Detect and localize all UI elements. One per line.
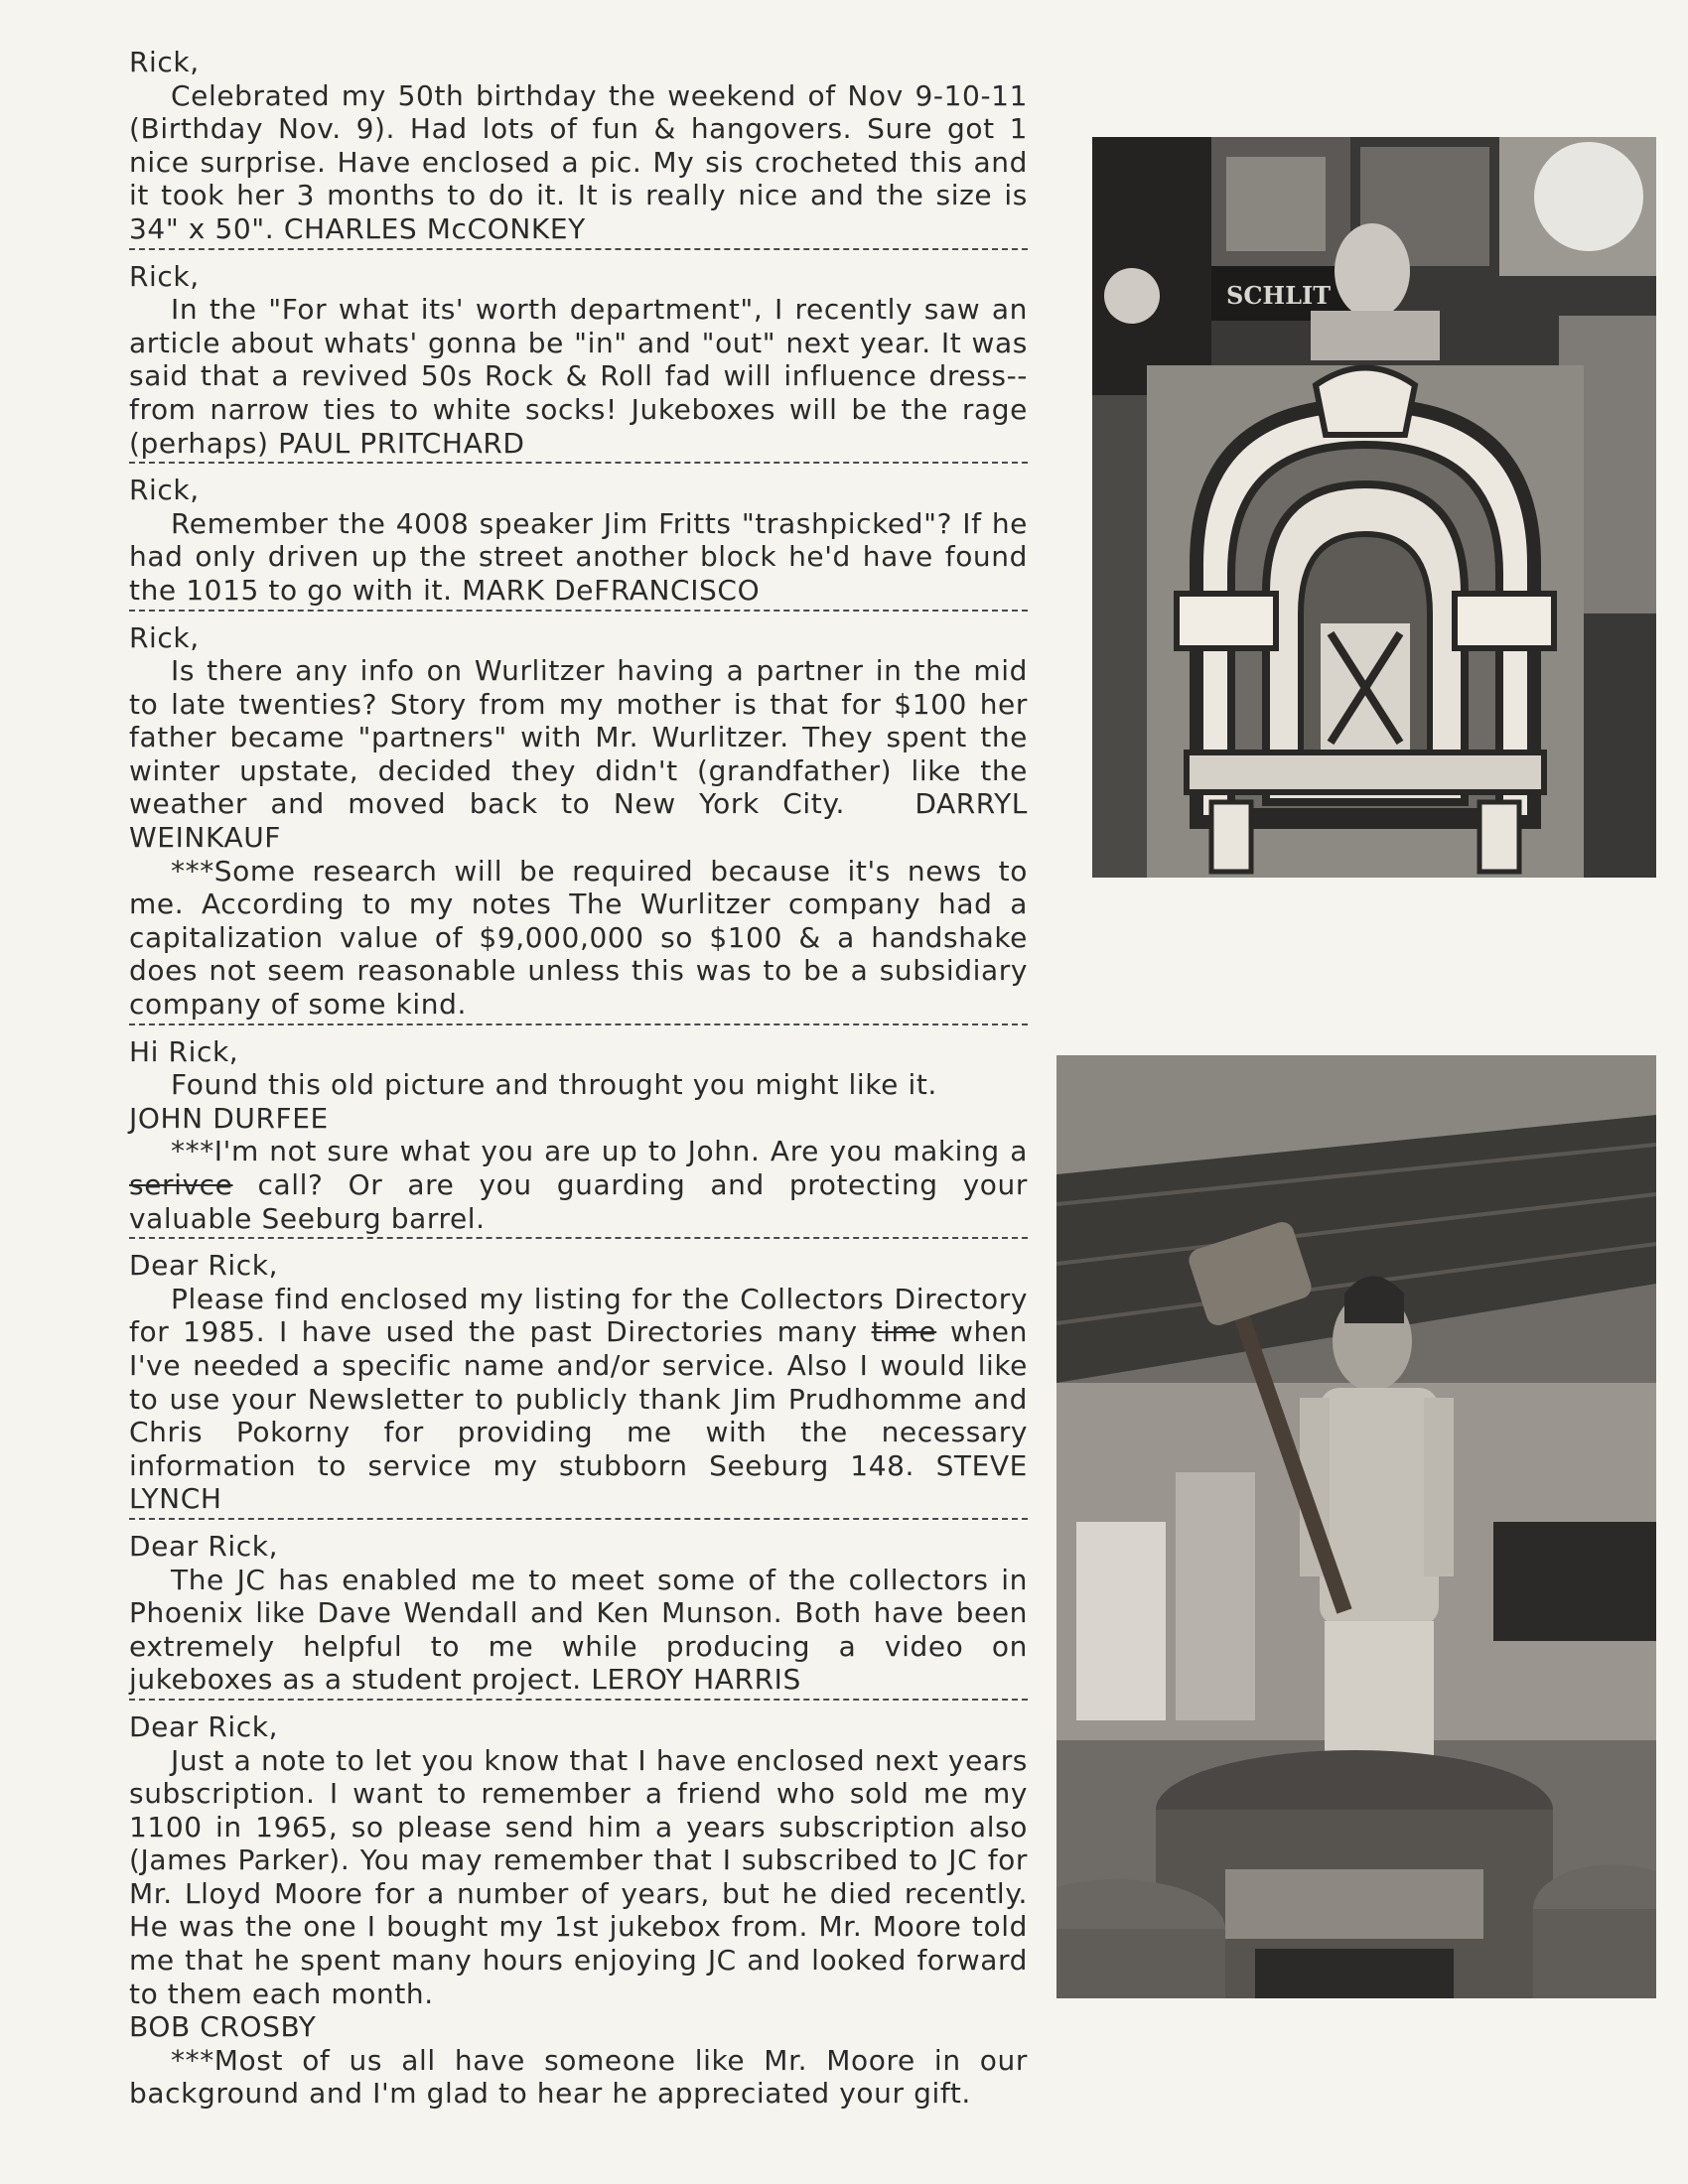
letter-crosby — [129, 1710, 1028, 2111]
letter-signature: STEVE LYNCH — [129, 1448, 1028, 1516]
letter-salutation: Hi Rick, — [129, 1034, 239, 1068]
letter-harris — [129, 1530, 1028, 1701]
letter-body: Celebrated my 50th birthday the weekend of Nov 9-10-11 (Birthday Nov. 9). Had lots of fun & hangovers. Sure got 1 nice surprise. Have enclosed a pic. My sis crocheted this and it took her 3 months to do it. It is really nice and the size is 34" x 50". CHARLES McCONKEY — [129, 78, 1028, 245]
letter-body: Just a note to let you know that I have enclosed next years subscription. I want to remember a friend who sold me my 1100 in 1965, so please send him a years subscription also (James Parker). You may remember that I subscribed to JC for Mr. Lloyd Moore for a number of years, but he died recently. He was the one I bought my 1st jukebox from. Mr. Moore told me that he spent many hours enjoying JC and looked forward to them each month. — [129, 1743, 1028, 2010]
letter-divider — [129, 462, 1028, 464]
struck-word: serivce — [129, 1168, 233, 1201]
photo-man-with-mallet-image — [1056, 1055, 1656, 1998]
letter-pritchard — [129, 260, 1028, 465]
photo-crocheted-jukebox — [1092, 137, 1656, 878]
letter-divider — [129, 248, 1028, 250]
letter-signature: JOHN DURFEE — [129, 1101, 329, 1135]
letter-body: The JC has enabled me to meet some of the collectors in Phoenix like Dave Wendall and Ken Munson. Both have been extremely helpful to me while producing a video on jukeboxes as a student project. LEROY HARRIS — [129, 1563, 1028, 1697]
letter-signature: BOB CROSBY — [129, 2010, 317, 2044]
photo-crocheted-jukebox-image — [1092, 137, 1656, 878]
letter-weinkauf — [129, 621, 1028, 1025]
editor-reply: ***I'm not sure what you are up to John. Are you making a serivce call? Or are you guarding and protecting your valuable Seeburg barrel. — [129, 1135, 1028, 1235]
letter-body: Please find enclosed my listing for the Collectors Directory for 1985. I have used the past Directories many time when I've needed a specific name and/or service. Also I would like to use your Newsletter to publicly thank Jim Prudhomme and Chris Pokorny for providing me with the necessary information to service my stubborn Seeburg 148. STEVE LYNCH — [129, 1282, 1028, 1516]
letter-defrancisco — [129, 474, 1028, 611]
letter-body: In the "For what its' worth department", I recently saw an article about whats' gonna be "in" and "out" next year. It was said that a revived 50s Rock & Roll fad will influence dress-- from narrow ties to white socks! Jukeboxes will be the rage (perhaps) PAUL PRITCHARD — [129, 293, 1028, 460]
letter-signature: DARRYL WEINKAUF — [129, 787, 1028, 855]
letter-salutation: Rick, — [129, 620, 200, 654]
letter-signature: PAUL PRITCHARD — [278, 426, 525, 460]
letter-durfee — [129, 1035, 1028, 1240]
photo-man-with-mallet — [1056, 1055, 1656, 1998]
letter-signature: LEROY HARRIS — [591, 1663, 801, 1697]
editor-reply: ***Some research will be required because it's news to me. According to my notes The Wurlitzer company had a capitalization value of $9,000,000 so $100 & a handshake does not seem reasonable unless this was to be a subsidiary company of some kind. — [129, 854, 1028, 1022]
letter-salutation: Dear Rick, — [129, 1249, 279, 1283]
letters-column — [129, 40, 1028, 2111]
letter-divider — [129, 610, 1028, 612]
letter-salutation: Dear Rick, — [129, 1529, 279, 1563]
letter-divider — [129, 1237, 1028, 1239]
letter-divider — [129, 1699, 1028, 1701]
letter-salutation: Rick, — [129, 259, 200, 293]
letter-salutation: Rick, — [129, 474, 200, 507]
schlitz-sign-text: SCHLIT — [1226, 281, 1332, 310]
letter-divider — [129, 1024, 1028, 1025]
letter-body: Is there any info on Wurlitzer having a partner in the mid to late twenties? Story from my mother is that for $100 her father became "partners" with Mr. Wurlitzer. They spent the winter upstate, decided they didn't (grandfather) like the weather and moved back to New York City. DARRYL WEINKAUF — [129, 654, 1028, 855]
editor-reply: ***Most of us all have someone like Mr. Moore in our background and I'm glad to hear he appreciated your gift. — [129, 2043, 1028, 2111]
letter-body: Remember the 4008 speaker Jim Fritts "trashpicked"? If he had only driven up the street another block he'd have found the 1015 to go with it. MARK DeFRANCISCO — [129, 506, 1028, 607]
letter-signature: CHARLES McCONKEY — [283, 211, 586, 245]
letter-salutation: Rick, — [129, 46, 200, 78]
letter-body: Found this old picture and throught you might like it. — [171, 1068, 937, 1102]
letter-salutation: Dear Rick, — [129, 1709, 279, 1743]
letter-divider — [129, 1518, 1028, 1520]
letter-signature: MARK DeFRANCISCO — [462, 573, 761, 607]
letter-mcconkey — [129, 46, 1028, 250]
struck-word: time — [871, 1315, 937, 1349]
letter-lynch — [129, 1249, 1028, 1520]
